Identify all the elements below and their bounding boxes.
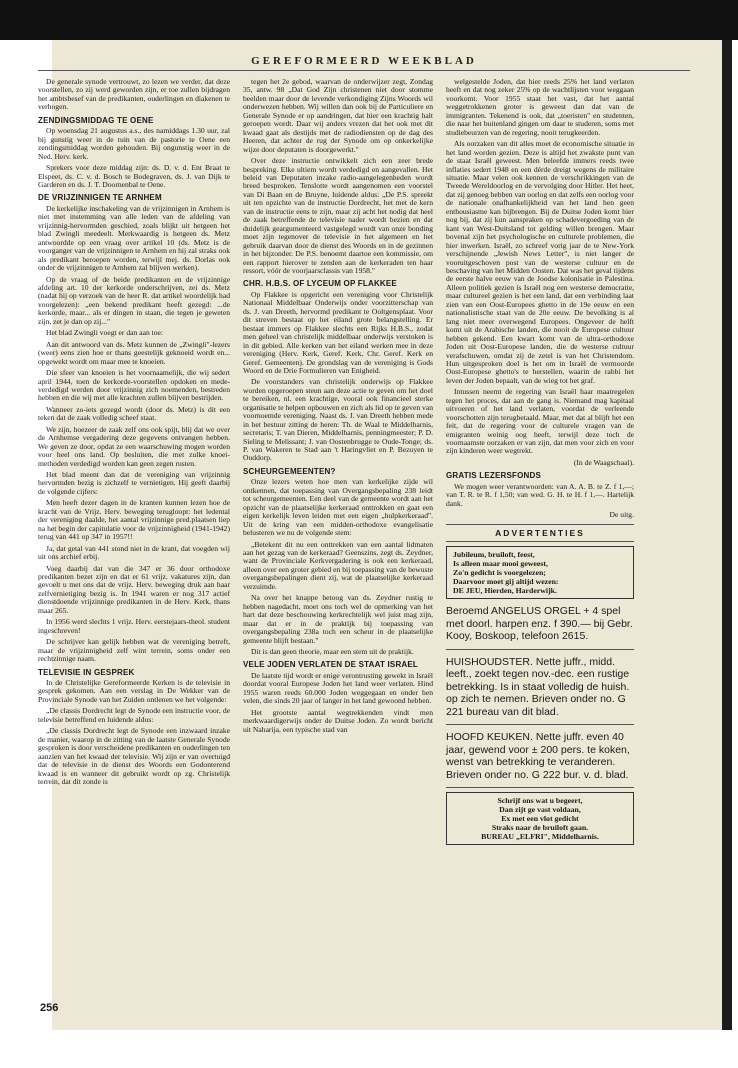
paragraph: Op Flakkee is opgericht een vereniging voor Christelijk Nationaal Middelbaar Onderwijs onder voorzitterschap van ds. J. van Dreeth, hervormd predikant te Ooltgensplaat. Voor dit streven bestaat op het eiland grote belangstelling. Er bestaat immers op Flakkee slechts een Rijks H.B.S., zodat men geheel van christelijk middelbaar onderwijs verstoken is in dit gebied. Alle kerken van het eiland werken mee in deze vereniging (Herv. Kerk, Geref. Kerk, Chr. Geref. Kerk en Geref. Gemeenten). De grondslag van de vereniging is Gods Woord en de Drie Formulieren van Enigheid. (243, 289, 433, 375)
divider (446, 724, 634, 725)
ad-line: Dan zijt ge vast voldaan, (499, 805, 581, 815)
ad-line: Daarvoor moet gij altijd wezen: (453, 577, 559, 587)
paragraph: Men heeft dezer dagen in de kranten kunnen lezen hoe de kracht van de Vrijz. Herv. beweging terugloopt: het ledental der vereniging daalde, het aantal vrijzinnige pred.plaatsen liep na het begin der capitulatie voor de vrijzinnigheid (1941-1942) terug van 441 op 347 in 1957!! (38, 498, 230, 542)
advertisements-heading: ADVERTENTIES (495, 527, 585, 538)
paragraph: „De classis Dordrecht legt de Synode een inzwaard inzake de manier, waarop in de zitting van de laatste Generale Synode gesproken is door verscheidene predikanten en ouderlingen ten aanzien van het kwaad der televisie. Wij zijn er van overtuigd dat de televisie in de dienst des Woords een Godonterend kwaad is en wanneer dit gebruikt wordt op zg. Christelijk terrein, dat dit zonde is (38, 726, 230, 786)
paragraph: De laatste tijd wordt er enige verontrusting gewekt in Israël doordat vooral Europese Joden het land weer verlaten. Hind 1955 waren reeds 60.000 Joden weggegaan en onder hen velen, die sinds 20 jaar of langer in het land gewoond hebben. (243, 670, 433, 706)
page-header: GEREFORMEERD WEEKBLAD (251, 55, 477, 67)
ad-huishoudster: HUISHOUDSTER. Nette juffr., midd. leeft., zoekt tegen nov.-dec. een rustige betrekking. Is in staat volledig de huish. op zich te nemen. Brieven onder no. G 221 bureau van dit blad. (446, 655, 630, 718)
paragraph: Na over het knappe betoog van ds. Zeydner rustig te hebben nagedacht, moet ons toch wel de opmerking van het hart dat deze beschouwing kerkrechtelijk wel juist mag zijn, maar dat er in de praktijk bij toepassing van overgangsbepaling 238a toch een scheur in de plaatselijke gemeente blijft bestaan." (243, 593, 433, 645)
paragraph: De voorstanders van christelijk onderwijs op Flakkee worden opgeroepen steun aan deze actie te geven om het doel te bereiken, nl. een krachtige, vooral ook financieel sterke organisatie te helpen opbouwen en zich als lid op te geven van voornoemde vereniging. Naast ds. J. van Dreeth hebben mede in het bestuur zitting de heren: Th. de Waal te Middelharnis, secretaris; T. van Dieren, Middelharnis, penningmeester; P. D. Sieling te Melissant; J. van Oostenbrugge te Oude-Tonge; ds. P. van Wakeren te Stad aan 't Haringvliet en P. Bezuyen te Ouddorp. (243, 377, 433, 463)
section-title-vrijzinnigen: DE VRIJZINNIGEN TE ARNHEM (38, 193, 162, 203)
ad-poem-de-jeu (446, 546, 634, 599)
ad-line: Ex met een vlot gedicht (501, 814, 579, 824)
paragraph: tegen het 2e gebod, waarvan de onderwijzer zegt, Zondag 35, antw. 98 „Dat God Zijn christenen niet door stomme beelden maar door de levende verkondiging Zijns Woords wil onderwezen hebben. Wij willen dan ook bij de Particuliere en Generale Synode er op aandringen, dat hier een krachtig halt geroepen wordt. Daar wij anders vrezen dat het ook met dit kwaad gaat als destijds met de radiodiensten op de dag des Heeren, dat achter de rug der Synode om op onkerkelijke wijze door deputaten is doorgewerkt." (243, 77, 433, 154)
divider (446, 541, 634, 542)
column-1 (38, 78, 230, 789)
ad-line: Straks naar de bruiloft gaan. (491, 823, 589, 833)
paragraph: We mogen weer verantwoorden: van A. A. B. te Z. f 1,—; van T. R. te R. f 1,50; van wed. G. H. te H. f 1,—. Hartelijk dank. (446, 481, 634, 508)
paragraph: Wanneer zo-iets gezegd wordt (door ds. Metz) is dit een teken dat de zaak volledig scheef staat. (38, 404, 230, 423)
ad-line: Is alleen maar mooi geweest, (453, 559, 548, 569)
divider (446, 524, 634, 525)
paragraph: Als oorzaken van dit alles moet de economische situatie in het land worden gezien. Deze is altijd het zwakste punt van de staat Israël geweest. Men beleefde immers reeds twee inflaties sedert 1948 en een dérde dreigt wegens de militaire situatie. Maar velen ook kennen de verschrikkingen van de Tweede Wereldoorlog en de vervolging door Hitler. Het heet, dat zij genoeg hebben van oorlog en dat zelfs een oorlog voor de nationale onafhankelijkheid van het land hen geen enthousiasme kan bijbrengen. Bij de Duitse Joden komt hier nog bij, dat zij kun aanspraken op schadevergoeding van de kant van West-Duitsland tot gelding willen brengen. Maar bovenal zijn het psychologische en culturele problemen, die hier inwerken. Israël, zo schreef vorig jaar de te New-York verschijnende „Jewish News Letter", is niet langer de vooruitgeschoven post van de westerse cultuur en de beschaving van het Midden Oosten. Dat was het geval tijdens de eerste halve eeuw van de Joodse kolonisatie in Palestina. Alleen politiek gezien is Israël nog een westerse democratie, maar cultureel gezien is het een land, dat een verbinding laat zien van een Oost-Europees ghetto in de 19e eeuw en een nationalistische staat van de 20e eeuw. De bevolking is al lang niet meer overwegend Europees. Ongeveer de helft komt uit de Arabische landen, die nooit de Europese cultuur hebben gekend. Een kwart komt van de ultra-orthodoxe Joden uit Oost-Europese landen, die de westerse cultuur verafschuwen, omdat zij de zetel is van het Christendom. Hun uitgesproken doel is het om in Israël de vermoorde Oost-Europese ghetto's te herstellen, waarin de rabbi het leven der Joden bepaalt, van de wieg tot het graf. (446, 139, 634, 385)
paragraph: Ja, dat getal van 441 stond niet in de krant, dat voegden wij uit ons archief erbij. (38, 543, 230, 562)
paragraph: Dit is dan geen theorie, maar een stem uit de praktijk. (251, 647, 414, 656)
header-rule (38, 70, 690, 71)
ad-line: DE JEU, Hierden, Harderwijk. (453, 586, 557, 596)
paragraph: Die sfeer van knoeien is het voornaamelijk, die wij sedert april 1944, toen de kerkorde-voorstellen opdoken en mede-verdedigd werden door vrijzinnig zich noemenden, bestreden hebben en die wij met alle krachten zullen blijven bestrijden. (38, 368, 230, 403)
paragraph: Op woensdag 21 augustus a.s., des namiddags 1.30 uur, zal bij gunstig weer in de tuin van de pastorie te Oene een zendingsmiddag worden gehouden. Bij ongunstig weer in de Ned. Herv. kerk. (38, 126, 230, 161)
publisher-signature: De uitg. (609, 510, 634, 520)
paragraph: Op de vraag of de beide predikanten en de vrijzinnige afdeling art. 10 der kerkorde onderschrijven, zei ds. Metz (nadat hij op verzoek van de heer R. dat artikel woordelijk had voorgelezen): „een bekend predikant heeft gezegd: ...de kerkorde, maar... als er dingen in staan, die tegen je geweten zijn, zet je dan op zij..." (38, 274, 230, 326)
section-title-scheurgemeenten: SCHEURGEMEENTEN? (243, 466, 336, 476)
paragraph: Sprekers voor deze middag zijn: ds. D. v. d. Ent Braat te Elspeet, ds. C. v. d. Bosch te Bodegraven, ds. J. van Dijk te Garderen en ds. J. T. Doornenbal te Oene. (38, 163, 230, 189)
paragraph: We zijn, hoezeer de zaak zelf ons ook spijt, blij dat we over de Arnhemse vergadering deze gegevens ontvangen hebben. We geven ze door, opdat ze een waarschuwing mogen worden voor heel ons land. Op besluiten, die met zulke knoei-methoden verdedigd worden kan geen zegen rusten. (38, 424, 230, 468)
paragraph: In 1956 werd slechts 1 vrijz. Herv. eerstejaars-theol. student ingeschreven! (38, 617, 230, 635)
column-3 (446, 78, 634, 848)
paragraph: Het blad meent dan dat de vereniging van vrijzinnig hervormden bezig is zichzelf te vernietigen. Hij geeft daarbij de volgende cijfers: (38, 470, 230, 496)
ad-angelus-orgel: Beroemd ANGELUS ORGEL + 4 spel met doorl. harpen enz. f 390.— bij Gebr. Kooy, Boskoop, telefoon 2615. (446, 605, 633, 643)
paragraph: „De classis Dordrecht legt de Synode een instructie voor, de televisie betreffend en luidende aldus: (38, 706, 230, 724)
section-title-zendingsmiddag: ZENDINGSMIDDAG TE OENE (38, 115, 154, 125)
section-title-televisie: TELEVISIE IN GESPREK (38, 667, 135, 677)
ad-line: BUREAU „ELFRI", Middelharnis. (481, 832, 599, 842)
ad-bureau-elfri (446, 792, 634, 845)
paragraph: Aan dit antwoord van ds. Metz kunnen de „Zwingli"-lezers (weer) eens zien hoe er thans geestelijk geknoeid wordt en... opgewekt wordt om maar mee te knoeien. (38, 339, 230, 366)
intro-paragraph: De generale synode vertrouwt, zo lezen we verder, dat deze voorstellen, zo zij werd geworden zijn, er toe zullen bijdragen het ambtsbesef van de predikanten, ouderlingen en diakenen te verhogen. (38, 77, 230, 112)
ad-line: Jubileum, bruiloft, feest, (453, 550, 535, 560)
page-number: 256 (40, 1002, 59, 1014)
divider (446, 649, 634, 650)
paragraph: Intussen neemt de regering van Israël haar maatregelen tegen het proces, dat aan de gang is. Niemand mag kapitaal uitvoeren of het land verlaten, voordat de verleende voorschotten zijn terugbetaald. Maar, met dat al blijft het een feit, dat de regering voor de culturele vragen van de emigranten weinig oog heeft, terwijl deze toch de voornaamste oorzaken er van zijn, dat men voor zich en voor zijn kinderen weer wegtrekt. (446, 387, 634, 456)
paragraph: Voeg daarbij dat van die 347 er 36 door orthodoxe predikanten bezet zijn en dat er 61 vrijz. vakatures zijn, dan gevoelt u met ons dat de vrijz. Herv. beweging druk aan haar zelfvernietiging bezig is. In 1941 waren er nog 317 actief dienstdoende vrijzinnige predikanten in de Herv. Kerk, thans maar 265. (38, 563, 230, 615)
paragraph: De schrijver kan gelijk hebben wat de vereniging betreft, maar de vrijzinnigheid zelf wint terrein, soms onder een rechtzinnige naam. (38, 637, 230, 664)
paragraph: Het grootste aantal wegtrekkenden vindt men merkwaardigerwijs onder de Duitse Joden. Zo wordt bericht uit Naharija, een typische stad van (243, 707, 433, 734)
scan-top-edge (0, 0, 738, 40)
section-title-chr-hbs: CHR. H.B.S. OF LYCEUM OP FLAKKEE (243, 279, 397, 289)
paragraph: Het blad Zwingli voegt er dan aan toe: (46, 328, 164, 338)
paragraph: Over deze instructie ontwikkelt zich een zeer brede bespreking. Elke ultiem wordt verdedigd en aangevallen. Het beleid van Deputaten inzake radio-aangelegenheden wordt breed besproken. Tenslotte wordt aangenomen een voorstel van Di Baan en de Bruyne, luidende aldus: „De P.S. spreekt uit ten opzichte van de instructie Dordrecht, het met de kern van de instructie eens te zijn, maar zij acht het nodig dat heel de zaak betreffende de televisie nader wordt bezien en dat duidelijk geargumenteerd vastgelegd wordt van onze bonding moet zijn tegenover de televisie in het algemeen en het gebruik daarvan door de dienst des Woords en in de gezinnen in het bijzonder. De P.S. benoemt daartoe een kommissie, om een rapport hierover te zenden aan de kerkeraden ten haar ressort, vóór de voorjaarsclassis van 1958." (243, 156, 433, 275)
divider (446, 787, 634, 788)
paragraph: De kerkelijke inschakeling van de vrijzinnigen in Arnhem is niet met instemming van alle leden van de afdeling van vrijzinnig-hervormden geschied, zoals blijkt uit hetgeen het blad Zwingli meedeelt. Merkwaardig is hetgeen ds. Metz antwoordde op een vraag over artikel 10 (ds. Metz is de voorganger van de vrijzinnigen te Arnhem en hij zal straks ook als predikant beroepen worden, terwijl mej. ds. Dorlas ook onder de vrijzinnigen te Arnhem zal blijven werken). (38, 203, 230, 273)
ad-line: Zo'n gedicht is voorgelezen; (453, 568, 546, 578)
source-citation: (In de Waagschaal). (573, 457, 634, 467)
paragraph: Onze lezers weten hoe men van kerkelijke zijde wil ontkennen, dat toepassing van Overgangsbepaling 238 leidt tot scheurgemeenten. Een deel van de gemeente wordt aan het opzicht van de plaatselijke kerkeraad onttrokken en gaat een eigen kerkelijk leven leiden met een eigen „hulpkerkeraad". Uit de kring van een midden-orthodoxe evangelisatie belusteren we nu de volgende stem: (243, 477, 433, 538)
paragraph: welgestelde Joden, dat hier reeds 25% het land verlaten heeft en dat nog zeker 25% op de wachtlijsten voor weggaan voorkomt. Voor 1955 staat het vast, dat het aantal weggetrokkenen groter is geweest dan dat van de immigranten. Tekenend is ook, dat „toeristen" en studenten, die naar het buitenland gingen om daar te studeren, soms met studiebeurzen van de regering, nooit terugkeerden. (446, 77, 634, 137)
paragraph: In de Christelijke Gereformeerde Kerken is de televisie in gesprek gekomen. Aan een verslag in De Wekker van de Provinciale Synode van het Zuiden ontlenen we het volgende: (38, 678, 230, 704)
ad-hoofd-keuken: HOOFD KEUKEN. Nette juffr. even 40 jaar, gewend voor ± 200 pers. te koken, wenst van betrekking te veranderen. Brieven onder no. G 222 bur. v. d. blad. (446, 731, 630, 781)
section-title-israel: VELE JODEN VERLATEN DE STAAT ISRAEL (243, 660, 419, 670)
section-title-lezersfonds: GRATIS LEZERSFONDS (446, 471, 542, 481)
column-2 (243, 78, 433, 737)
paragraph: „Betekent dit nu een onttrekken van een aantal lidmaten aan het gezag van de kerkeraad? Geenszins, zegt ds. Zeydner, want de Provinciale Kerkvergadering is ook een kerkeraad, alleen over een groter gebied en bij toepassing van de bewuste overgangsbepalingen dient zij, wat de plaatselijke kerkeraad verzuimde. (243, 539, 433, 591)
ad-line: Schrijf ons wat u begeert, (497, 796, 583, 806)
